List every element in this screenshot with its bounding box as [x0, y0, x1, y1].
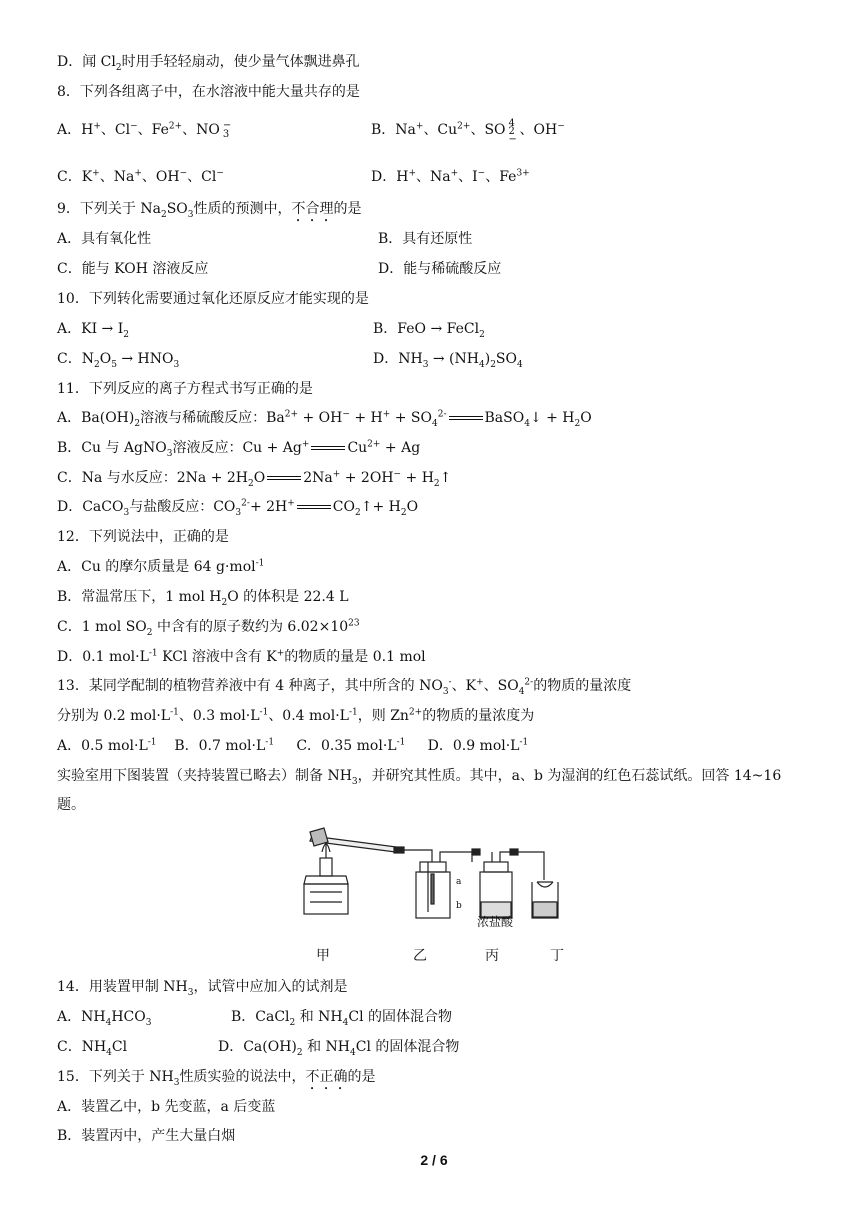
svg-text:a: a	[456, 877, 462, 887]
q13-stem-line1: 13．某同学配制的植物营养液中有 4 种离子，其中所含的 $NO_3^-$、K+、$SO_4^{2-}$的物质的量浓度	[57, 677, 632, 697]
q15-option-a: A．装置乙中，b 先变蓝，a 后变蓝	[57, 1099, 276, 1115]
q12-option-b: B．常温常压下，1 mol $H_2O$ 的体积是 22.4 L	[57, 589, 349, 608]
q9-option-d: D．能与稀硫酸反应	[378, 261, 502, 277]
q12-option-d: D．0.1 $mol\cdot L^{-1}$ KCl 溶液中含有 K+的物质的量是 0.1 mol	[57, 648, 426, 665]
q10-option-a: A．KI → $I_2$	[57, 321, 129, 340]
label-bing: 丙	[485, 948, 499, 964]
q14-option-d: D．$Ca(OH)_2$ 和 $NH_4Cl$ 的固体混合物	[218, 1039, 460, 1058]
q10-stem: 10．下列转化需要通过氧化还原反应才能实现的是	[57, 291, 369, 307]
label-yi: 乙	[413, 948, 427, 964]
q8-option-b: B．Na+、$Cu^{2+}$、SO 4 2 − 、OH−	[371, 118, 565, 145]
q10-option-d: D．$NH_3 \to (NH_4)_2SO_4$	[373, 351, 523, 370]
q14-option-b: B．CaCl$_2$ 和 $NH_4Cl$ 的固体混合物	[231, 1009, 453, 1028]
q14-option-a: A．$NH_4HCO_3$	[57, 1009, 152, 1028]
q10-option-c: C．$N_2O_5 \to HNO_3$	[57, 351, 180, 370]
q11-option-d: D．CaCO$_3$与盐酸反应：$CO_3^{2-}+ 2H^+$ $CO_2↑+ H_2O$	[57, 498, 419, 518]
equals-sign	[449, 416, 483, 420]
intro-line1: 实验室用下图装置（夹持装置已略去）制备 $NH_3$，并研究其性质。其中，a、b 为湿润的红色石蕊试纸。回答 14~16	[57, 768, 782, 787]
label-ding: 丁	[550, 948, 564, 964]
svg-text:b: b	[456, 901, 462, 911]
equals-sign	[267, 476, 301, 480]
q11-option-b: B．Cu 与 AgNO$_3$溶液反应：Cu + Ag+ $Cu^{2+} + Ag$	[57, 439, 421, 459]
q12-option-c: C．1 mol $SO_2$ 中含有的原子数约为 $6.02\times 10^{23}$	[57, 618, 360, 638]
q9-emphasis: 不合理	[291, 201, 334, 217]
q15-emphasis: 不正确	[305, 1069, 348, 1085]
q10-option-b: B．FeO → FeCl$_2$	[373, 321, 485, 340]
q12-stem: 12．下列说法中，正确的是	[57, 529, 229, 545]
q8-option-c: C．K+、Na+、OH−、Cl−	[57, 168, 224, 185]
q9-option-a: A．具有氧化性	[57, 231, 152, 247]
equals-sign	[297, 505, 331, 509]
q9-option-b: B．具有还原性	[378, 231, 473, 247]
q9-option-c: C．能与 KOH 溶液反应	[57, 261, 209, 277]
q15-option-b: B．装置丙中，产生大量白烟	[57, 1128, 236, 1144]
q15-stem: 15．下列关于 $NH_3$性质实验的说法中，不正确的是	[57, 1069, 376, 1088]
q11-option-a: A．$Ba(OH)_2$溶液与稀硫酸反应：$Ba^{2+} + OH^- + H^+ + SO_4^{2-}$ BaSO$_4$↓ + $H_2O$	[57, 409, 592, 429]
q11-stem: 11．下列反应的离子方程式书写正确的是	[57, 381, 313, 397]
q12-option-a: A．Cu 的摩尔质量是 64 g·mol$^{-1}$	[57, 558, 265, 575]
equals-sign	[311, 446, 345, 450]
q14-stem: 14．用装置甲制 $NH_3$，试管中应加入的试剂是	[57, 979, 348, 998]
intro-line2: 题。	[57, 797, 85, 813]
q13-stem-line2: 分别为 0.2 $mol\cdot L^{-1}$、0.3 $mol\cdot L^{-1}$、0.4 $mol\cdot L^{-1}$，则 $Zn^{2+}$的物质的量浓度为	[57, 707, 535, 724]
q11-option-c: C．Na 与水反应：$2Na + 2H_2O$ $2Na^+ + 2OH^- + H_2↑$	[57, 469, 452, 489]
q8-stem: 8．下列各组离子中，在水溶液中能大量共存的是	[57, 84, 360, 100]
q8-option-d: D．H+、Na+、I−、$Fe^{3+}$	[371, 168, 530, 185]
q7-option-d: D．闻 $Cl_2$时用手轻轻扇动，使少量气体飘进鼻孔	[57, 54, 360, 73]
apparatus-figure	[296, 822, 578, 922]
q9-stem: 9．下列关于 $Na_2SO_3$性质的预测中，不合理的是	[57, 201, 362, 220]
q13-options: A．0.5 $mol\cdot L^{-1}$ B．0.7 $mol\cdot L^{-1}$ C．0.35 $mol\cdot L^{-1}$ D．0.9 $mol\cdot L^{-1}$	[57, 737, 529, 754]
q8-option-a: A．H+、Cl−、$Fe^{2+}$、NO − 3	[57, 120, 232, 140]
q14-option-c: C．$NH_4Cl$	[57, 1039, 128, 1058]
page-number: 2 / 6	[420, 1152, 448, 1168]
acid-label: 浓盐酸	[477, 915, 514, 929]
label-jia: 甲	[316, 948, 330, 964]
